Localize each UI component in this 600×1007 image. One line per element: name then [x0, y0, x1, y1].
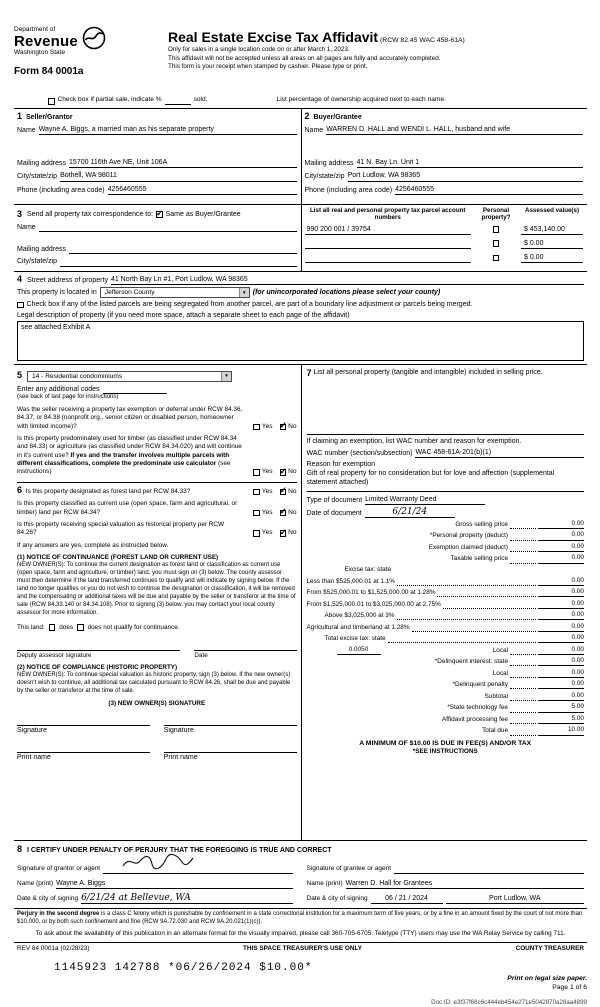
tax-row-personal-deduct: *Personal property (deduct) 0.00 [429, 531, 584, 540]
section2-number: 2 [304, 110, 310, 121]
same-as-buyer-label: Same as Buyer/Grantee [165, 210, 241, 218]
perjury-lead: Perjury in the second degree [17, 910, 100, 917]
parcel-row [305, 225, 584, 235]
taxable-selling-price-field[interactable]: 0.00 [538, 554, 584, 563]
grantor-print-name-field[interactable]: Wayne A. Biggs [56, 879, 292, 889]
header-note-3: This form is your receipt when stamped by cashier. Please type or print. [168, 63, 368, 71]
page-indicator: Page 1 of 6 [552, 984, 587, 992]
exemption-deferral-question: Was the seller receiving a property tax exemption or deferral under RCW 84.36, 84.37, or 84.38 (nonprofit org., senior citizen or disabled person, homeowner with limited income)? [17, 406, 243, 430]
does-label: does [59, 623, 74, 631]
section-certification [14, 840, 587, 907]
parcel-table [301, 205, 588, 271]
personal-property-checkbox-1[interactable] [493, 226, 500, 233]
grantee-city-field[interactable]: Port Ludlow, WA [446, 894, 584, 904]
owner2-print-name-label: Print name [163, 754, 198, 762]
dept-of-label: Department of [14, 26, 56, 33]
checkmark-icon: ✓ [279, 465, 287, 476]
correspondence-city-field[interactable] [60, 259, 296, 267]
owner2-print-name-field[interactable] [164, 741, 297, 753]
local-tax-field[interactable]: 0.00 [538, 646, 584, 655]
buyer-phone-label: Phone (including area code) [304, 186, 393, 194]
q6c-yes-checkbox[interactable] [253, 530, 260, 537]
does-checkbox[interactable] [49, 624, 56, 631]
section1-title: Seller/Grantor [25, 113, 73, 121]
no-label: No [288, 487, 297, 495]
buyer-city-field[interactable]: Port Ludlow, WA 98365 [348, 171, 583, 181]
type-of-document-label: Type of document [306, 496, 363, 504]
parcel-row [305, 239, 584, 249]
revenue-logo-icon [82, 26, 106, 53]
seller-city-label: City/state/zip [17, 173, 58, 181]
seller-name-field[interactable]: Wayne A. Biggs, a married man as his separate property [39, 125, 297, 135]
seller-phone-label: Phone (including area code) [17, 186, 105, 194]
sold-label: sold. [193, 96, 208, 103]
tier3-amount-field[interactable]: 0.00 [538, 600, 584, 609]
owner1-signature-field[interactable] [17, 714, 150, 726]
deputy-assessor-signature-field[interactable] [17, 642, 180, 651]
no-label: No [288, 422, 297, 430]
parcel-column-header: List all real and personal property tax parcel account numbers [310, 206, 466, 221]
deputy-assessor-date-label: Date [194, 651, 208, 659]
forest-land-question: 6 Is this property designated as forest land per RCW 84.33? [17, 484, 191, 495]
tax-row-processing-fee: Affidavit processing fee 5.00 [442, 714, 584, 723]
tax-row-local: 0.0050 Local 0.00 [307, 646, 585, 655]
segregated-checkbox[interactable] [17, 302, 24, 309]
see-instructions-note: *SEE INSTRUCTIONS [412, 748, 478, 756]
tier1-amount-field[interactable]: 0.00 [538, 577, 584, 586]
gross-selling-price-field[interactable]: 0.00 [538, 520, 584, 529]
parcel-number-field[interactable] [305, 241, 472, 249]
doc-id: Doc ID: e3f37f68c6c444eb454e271e5042870a28aa4899 [431, 998, 587, 1006]
checkmark-icon: ✓ [279, 506, 287, 517]
section-buyer-grantee [301, 109, 588, 204]
header-note-2: This affidavit will not be accepted unless all areas on all pages are fully and accurately completed. [168, 54, 441, 62]
assessed-value-field[interactable]: $ 0.00 [521, 239, 583, 249]
form-number: Form 84 0001a [14, 65, 84, 77]
legal-description-label: Legal description of property (if you need more space, attach a separate sheet to each page of the affidavit) [17, 312, 350, 320]
local-rate-field[interactable]: 0.0050 [337, 646, 381, 655]
this-land-label: This land: [17, 623, 45, 631]
checkmark-icon: ✓ [279, 485, 287, 496]
parcel-row [305, 253, 584, 263]
grantee-date-city-label: Date & city of signing [306, 895, 368, 903]
yes-label: Yes [261, 422, 273, 430]
personal-property-checkbox-3[interactable] [493, 255, 500, 262]
timber-agriculture-question: Is this property predominately used for timber (as classified under RCW 84.34 and 84.33) or agriculture (as classified under RCW 84.34.020) and will continue in it's current use? If yes and the transfer involves multiple parcels with different classifications, complete the predominate use calculator (see instructions) [17, 435, 242, 476]
delinquent-interest-state-field[interactable]: 0.00 [538, 657, 584, 666]
reason-for-exemption-value[interactable]: Gift of real property for no consideration but for love and affection (supplemental statement attached) [306, 470, 555, 487]
notice-compliance-title: (2) NOTICE OF COMPLIANCE (HISTORIC PROPERTY) [17, 664, 178, 672]
owner1-print-name-field[interactable] [17, 741, 150, 753]
grantor-date-city-label: Date & city of signing [17, 895, 79, 903]
notice-continuance-body: NEW OWNER(S): To continue the current designation as forest land or classification as current use (open space, farm and agriculture, or timber) land, you must sign on (3) below. The county assessor must then determine if the land transferred continues to qualify and will indicate by signing below. If the land no longer qualifies or you do not wish to continue the designation or classification, it will be removed and the compensating or additional taxes will be due and payable by the seller or transferor at the time of sale (RCW 84.33.140 or 84.34.108). Prior to signing (3) below, you may contact your local county assessor for more information. [17, 562, 296, 616]
additional-codes-label: Enter any additional codes [17, 386, 100, 394]
checkmark-icon: ✓ [279, 526, 287, 537]
additional-codes-note: (see back of last page for instructions) [17, 394, 119, 401]
section-seller-grantor [14, 109, 301, 204]
title-rcw-ref: (RCW 82.45 WAC 458-61A) [380, 37, 465, 44]
tax-row-taxable: Taxable selling price 0.00 [450, 554, 584, 563]
tax-row-tier4: Above $3,025,000 at 3% 0.00 [324, 611, 584, 620]
total-due-field[interactable]: 10.00 [538, 726, 584, 735]
personal-property-column-header: Personal property? [481, 206, 511, 221]
deputy-assessor-date-field[interactable] [194, 642, 296, 651]
correspondence-mailing-label: Mailing address [17, 246, 67, 254]
section7-number: 7 [306, 368, 312, 379]
correspondence-mailing-field[interactable] [69, 246, 296, 254]
personal-property-intro: List all personal property (tangible and intangible) included in selling price. [313, 369, 543, 377]
owner1-print-name-label: Print name [17, 754, 51, 762]
grantor-date-city-field[interactable]: 6/21/24 at Bellevue, WA [81, 894, 292, 904]
revenue-wordmark: Revenue [14, 33, 78, 51]
delinquent-interest-local-field[interactable]: 0.00 [538, 669, 584, 678]
tax-row-agricultural: Agricultural and timberland at 1.28% 0.00 [306, 622, 584, 631]
grantor-signature-label: Signature of grantor or agent [17, 865, 101, 873]
located-in-label: This property is located in [17, 289, 97, 297]
land-use-dropdown-arrow-icon[interactable]: ▼ [221, 372, 231, 381]
county-dropdown-arrow-icon[interactable]: ▼ [239, 288, 249, 297]
assessed-value-field[interactable]: $ 453,140.00 [521, 225, 583, 235]
grantor-signature-field[interactable] [103, 866, 292, 874]
header-note-1: Only for sales in a single location code on or after March 1, 2023. [168, 46, 350, 54]
buyer-phone-field[interactable]: 4256460555 [395, 185, 583, 195]
land-use-code-dropdown[interactable] [27, 371, 232, 382]
county-treasurer-label: COUNTY TREASURER [515, 944, 584, 952]
owner1-signature-label: Signature [17, 727, 47, 735]
grantor-print-name-label: Name (print) [17, 880, 54, 888]
buyer-city-label: City/state/zip [304, 173, 345, 181]
tax-row-total-state: Total excise tax: state 0.00 [324, 634, 584, 643]
certification-title: I CERTIFY UNDER PENALTY OF PERJURY THAT THE FOREGOING IS TRUE AND CORRECT [27, 847, 332, 855]
grantee-print-name-field[interactable]: Warren D. Hall for Grantees [346, 879, 584, 889]
section3-number: 3 [17, 208, 23, 219]
tier2-amount-field[interactable]: 0.00 [538, 588, 584, 597]
county-note: (for unincorporated locations please select your county) [252, 289, 441, 297]
segregated-label: Check box if any of the listed parcels are being segregated from another parcel, are part of a boundary line adjustment or parcels being merged. [26, 301, 473, 309]
no-label: No [288, 508, 297, 516]
buyer-mailing-label: Mailing address [304, 160, 354, 168]
q5b-yes-checkbox[interactable] [253, 469, 260, 476]
left-column [14, 365, 301, 840]
parcel-number-field[interactable]: 990 200 001 / 39754 [305, 225, 472, 235]
no-label: No [288, 468, 297, 476]
deputy-assessor-signature-label: Deputy assessor signature [17, 651, 92, 659]
section-property-location [14, 271, 587, 365]
no-label: No [288, 529, 297, 537]
personal-property-deduct-field[interactable]: 0.00 [538, 531, 584, 540]
county-dropdown-value: Jefferson County [104, 289, 155, 297]
tax-row-tier2: From $525,000.01 to $1,525,000.00 at 1.28% 0.00 [306, 588, 584, 597]
street-address-label: Street address of property [27, 277, 108, 285]
correspondence-name-label: Name [17, 224, 36, 232]
street-address-field[interactable]: 41 North Bay Ln #1, Port Ludlow, WA 98365 [111, 275, 584, 285]
seller-mailing-label: Mailing address [17, 160, 67, 168]
delinquent-penalty-field[interactable]: 0.00 [538, 680, 584, 689]
agricultural-amount-field[interactable]: 0.00 [538, 623, 584, 632]
exemption-claimed-field[interactable]: 0.00 [538, 543, 584, 552]
new-owners-signature-title: (3) NEW OWNER(S) SIGNATURE [108, 699, 206, 707]
yes-label: Yes [261, 487, 273, 495]
q6a-yes-checkbox[interactable] [253, 489, 260, 496]
correspondence-name-field[interactable] [39, 224, 297, 232]
personal-property-checkbox-2[interactable] [493, 240, 500, 247]
additional-codes-field[interactable] [103, 386, 168, 394]
correspondence-label: Send all property tax correspondence to: [27, 210, 154, 218]
correspondence-city-label: City/state/zip [17, 258, 58, 266]
minimum-due-note: A MINIMUM OF $10.00 IS DUE IN FEE(S) AND/OR TAX [359, 739, 532, 747]
owner2-signature-field[interactable] [164, 714, 297, 726]
tier4-amount-field[interactable]: 0.00 [538, 611, 584, 620]
technology-fee-field[interactable]: 5.00 [538, 703, 584, 712]
tax-row-gross: Gross selling price 0.00 [455, 519, 584, 528]
q5a-yes-checkbox[interactable] [253, 424, 260, 431]
perjury-notice [14, 908, 587, 929]
subtotal-field[interactable]: 0.00 [538, 692, 584, 701]
tax-row-tier1: Less than $525,000.01 at 1.1% 0.00 [306, 576, 584, 585]
historic-property-question: Is this property receiving special valuation as historical property per RCW 84.26? [17, 521, 225, 537]
q6c-no-checkbox[interactable] [279, 526, 287, 537]
treasurer-stamp: 1145923 142788 *06/26/2024 $10.00* [54, 961, 313, 974]
seller-city-field[interactable]: Bothell, WA 98011 [60, 171, 296, 181]
partial-sale-percent-field[interactable] [165, 97, 191, 105]
partial-sale-checkbox[interactable] [48, 98, 55, 105]
right-column [301, 365, 588, 840]
exemption-intro: If claiming an exemption, list WAC number and reason for exemption. [306, 438, 522, 446]
tax-row-total-due: Total due 10.00 [482, 726, 584, 735]
buyer-mailing-field[interactable]: 41 N. Bay Ln. Unit 1 [357, 158, 583, 168]
section4-number: 4 [17, 273, 23, 284]
tax-row-tier3: From $1,525,000.01 to $3,025,000.00 at 2.75% 0.00 [306, 599, 584, 608]
grantee-signature-label: Signature of grantee or agent [306, 865, 392, 873]
grantor-signature-ink [121, 853, 195, 874]
wac-number-field[interactable]: WAC 458-61A-201(b)(1) [415, 448, 584, 458]
seller-name-label: Name [17, 127, 36, 135]
owner2-signature-label: Signature [163, 727, 194, 735]
partial-sale-bar [48, 96, 587, 105]
legal-description-field[interactable]: see attached Exhibit A [17, 321, 584, 361]
total-excise-state-field[interactable]: 0.00 [538, 634, 584, 643]
tax-row-delinquent-interest-local: Local 0.00 [492, 668, 584, 677]
accessibility-note: To ask about the availability of this publication in an alternate format for the visually impaired, please call 360-705-6705. Teletype (TTY) users may use the WA Relay Service by calling 711. [35, 930, 566, 938]
q5b-no-checkbox[interactable] [279, 465, 287, 476]
personal-property-blank-area[interactable] [307, 380, 585, 432]
new-owners-signatures [17, 714, 297, 735]
partial-sale-label: Check box if partial sale, indicate % [57, 96, 162, 103]
buyer-name-label: Name [304, 127, 324, 135]
county-dropdown[interactable] [100, 287, 250, 298]
washington-state-label: Washington State [14, 49, 66, 57]
treasurer-space-label: THIS SPACE TREASURER'S USE ONLY [243, 944, 363, 952]
q5a-no-checkbox[interactable] [279, 420, 287, 431]
reason-for-exemption-label: Reason for exemption [306, 461, 375, 469]
date-of-document-label: Date of document [306, 509, 362, 517]
section2-title: Buyer/Grantee [313, 113, 362, 121]
land-use-code-value: 14 - Residential condominiums [32, 372, 123, 380]
seller-mailing-field[interactable]: 15700 116th Ave NE, Unit 106A [69, 158, 296, 168]
type-of-document-field[interactable]: Limited Warranty Deed [365, 495, 485, 505]
section8-number: 8 [17, 844, 23, 855]
perjury-text: is a class C felony which is punishable by confinement in a state correctional institution for a maximum term of five years, or by a fine in an amount fixed by the court of not more than $10,000, or by both such confinement and fine (RCW 9A.72.030 and RCW 9A.20.021(1)(c)). [17, 910, 583, 925]
rev-form-id: REV 84 0001a (02/28/23) [17, 944, 90, 952]
if-yes-note: If any answers are yes, complete as instructed below. [17, 541, 169, 549]
tax-row-exemption-deduct: Exemption claimed (deduct) 0.00 [428, 542, 584, 551]
grantee-print-name-label: Name (print) [306, 880, 343, 888]
q6a-no-checkbox[interactable] [279, 485, 287, 496]
yes-label: Yes [261, 508, 273, 516]
checkmark-icon: ✓ [279, 420, 287, 431]
buyer-name-field[interactable]: WARREN D. HALL and WENDI L. HALL, husband and wife [326, 125, 583, 135]
land-qualify-row [17, 624, 297, 632]
deputy-assessor-block [17, 642, 297, 660]
seller-phone-field[interactable]: 4256460555 [108, 185, 297, 195]
processing-fee-field[interactable]: 5.00 [538, 715, 584, 724]
tax-row-delinquent-interest-state: *Delinquent interest: state 0.00 [434, 657, 584, 666]
notice-continuance-title: (1) NOTICE OF CONTINUANCE (FOREST LAND OR CURRENT USE) [17, 554, 219, 562]
q6b-yes-checkbox[interactable] [253, 510, 260, 517]
section1-number: 1 [17, 110, 23, 121]
wac-number-label: WAC number (section/subsection) [306, 450, 413, 458]
ownership-percent-note: List percentage of ownership acquired next to each name. [276, 96, 446, 103]
tax-row-excise-header: Excise tax: state [344, 566, 392, 573]
footer-bar [14, 942, 587, 955]
tax-row-delinquent-penalty: *Delinquent penalty 0.00 [452, 680, 584, 689]
parcel-number-field[interactable] [305, 255, 472, 263]
tax-row-technology-fee: *State technology fee 5.00 [447, 703, 584, 712]
checkmark-icon: ✓ [156, 207, 164, 218]
assessed-value-column-header: Assessed value(s) [525, 206, 579, 214]
assessed-value-field[interactable]: $ 0.00 [521, 253, 583, 263]
same-as-buyer-checkbox[interactable] [156, 207, 164, 218]
current-use-question: Is this property classified as current use (open space, farm and agricultural, or timber) land per RCW 84.34? [17, 500, 238, 516]
notice-compliance-body: NEW OWNER(S): To continue special valuation as historic property, sign (3) below. If the new owner(s) doesn't wish to continue, all additional tax calculated pursuant to RCW 84.26, shall be due and payable by the seller or transferor at the time of sale. [17, 672, 291, 695]
page-title: Real Estate Excise Tax Affidavit [168, 29, 379, 45]
print-legal-note: Print on legal size paper. [507, 975, 587, 983]
does-not-checkbox[interactable] [77, 624, 84, 631]
yes-label: Yes [261, 529, 273, 537]
tax-row-subtotal: Subtotal 0.00 [484, 691, 584, 700]
form-header [14, 26, 587, 92]
does-not-label: does not qualify for continuance. [87, 623, 180, 631]
yes-label: Yes [261, 468, 273, 476]
date-of-document-field[interactable]: 6/21/24 [365, 508, 455, 518]
q6b-no-checkbox[interactable] [279, 506, 287, 517]
grantee-signature-field[interactable] [394, 866, 584, 874]
grantee-date-field[interactable]: 06 / 21 / 2024 [371, 894, 443, 904]
section5-number: 5 [17, 370, 23, 381]
section-tax-correspondence [14, 205, 301, 271]
